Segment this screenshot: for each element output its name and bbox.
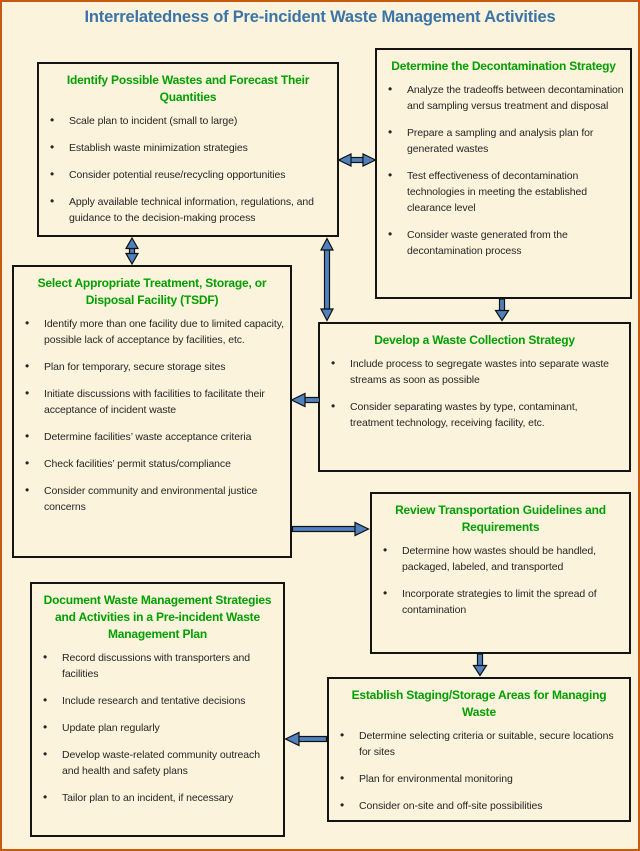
bullet-item: • Determine selecting criteria or suitable, secure locations for sites: [335, 728, 623, 760]
bullet-item: • Tailor plan to an incident, if necessary: [38, 790, 277, 806]
bullet-list: [45, 113, 331, 226]
bullet-list: [335, 728, 623, 814]
bullet-item: • Incorporate strategies to limit the spread of contamination: [378, 586, 623, 618]
bullet-item: • Consider community and environmental justice concerns: [20, 483, 284, 515]
bullet-list: [38, 650, 277, 806]
bullet-list: [383, 82, 624, 259]
bullet-item: • Test effectiveness of decontamination technologies in meeting the established clearance level: [383, 168, 624, 216]
bullet-item: • Plan for environmental monitoring: [335, 771, 623, 787]
bullet-item: • Initiate discussions with facilities to facilitate their acceptance of incident waste: [20, 386, 284, 418]
box-identify-wastes: [37, 62, 339, 237]
bullet-item: • Include research and tentative decisions: [38, 693, 277, 709]
box-title: Establish Staging/Storage Areas for Managing Waste: [351, 688, 607, 719]
box-tsdf: [12, 265, 292, 558]
bullet-item: • Establish waste minimization strategies: [45, 140, 331, 156]
bullet-item: • Record discussions with transporters and facilities: [38, 650, 277, 682]
bullet-item: • Consider on-site and off-site possibilities: [335, 798, 623, 814]
bullet-item: • Determine how wastes should be handled, packaged, labeled, and transported: [378, 543, 623, 575]
bullet-item: • Check facilities’ permit status/compliance: [20, 456, 284, 472]
box-title: Identify Possible Wastes and Forecast Their Quantities: [66, 73, 310, 104]
bullet-item: • Identify more than one facility due to limited capacity, possible lack of acceptance by facilities, etc.: [20, 316, 284, 348]
arrow-identify-decontamination-icon: [337, 151, 377, 169]
box-title: Review Transportation Guidelines and Requirements: [395, 503, 606, 534]
bullet-item: • Prepare a sampling and analysis plan for generated wastes: [383, 125, 624, 157]
bullet-list: [20, 316, 284, 515]
bullet-list: [326, 356, 623, 431]
bullet-item: • Consider waste generated from the decontamination process: [383, 227, 624, 259]
arrow-decontamination-collection-icon: [493, 299, 511, 322]
arrow-identify-tsdf-icon: [123, 237, 141, 265]
box-waste-collection: [318, 322, 631, 472]
bullet-list: [378, 543, 623, 618]
box-title: Select Appropriate Treatment, Storage, or Disposal Facility (TSDF): [37, 276, 267, 307]
box-decontamination-strategy: [375, 48, 632, 299]
arrow-collection-tsdf-icon: [290, 391, 320, 409]
arrow-tsdf-transportation-icon: [292, 520, 370, 538]
box-title: Determine the Decontamination Strategy: [391, 59, 616, 73]
bullet-item: • Analyze the tradeoffs between decontamination and sampling versus treatment and disposal: [383, 82, 624, 114]
page-title: Interrelatedness of Pre-incident Waste Management Activities: [84, 8, 556, 26]
arrow-staging-plan-icon: [284, 730, 327, 748]
bullet-item: • Consider potential reuse/recycling opportunities: [45, 167, 331, 183]
bullet-item: • Apply available technical information, regulations, and guidance to the decision-making process: [45, 194, 331, 226]
arrow-transportation-staging-icon: [471, 654, 489, 677]
bullet-item: • Update plan regularly: [38, 720, 277, 736]
arrow-identify-collection-icon: [318, 237, 336, 322]
bullet-item: • Include process to segregate wastes into separate waste streams as soon as possible: [326, 356, 623, 388]
bullet-item: • Plan for temporary, secure storage sites: [20, 359, 284, 375]
box-staging-storage: [327, 677, 631, 822]
bullet-item: • Consider separating wastes by type, contaminant, treatment technology, receiving facility, etc.: [326, 399, 623, 431]
bullet-item: • Develop waste-related community outreach and health and safety plans: [38, 747, 277, 779]
box-title: Develop a Waste Collection Strategy: [374, 333, 575, 347]
bullet-item: • Determine facilities’ waste acceptance criteria: [20, 429, 284, 445]
box-title: Document Waste Management Strategies and Activities in a Pre-incident Waste Management Plan: [43, 593, 272, 641]
box-transportation: [370, 492, 631, 654]
box-pre-incident-plan: [30, 582, 285, 837]
bullet-item: • Scale plan to incident (small to large): [45, 113, 331, 129]
